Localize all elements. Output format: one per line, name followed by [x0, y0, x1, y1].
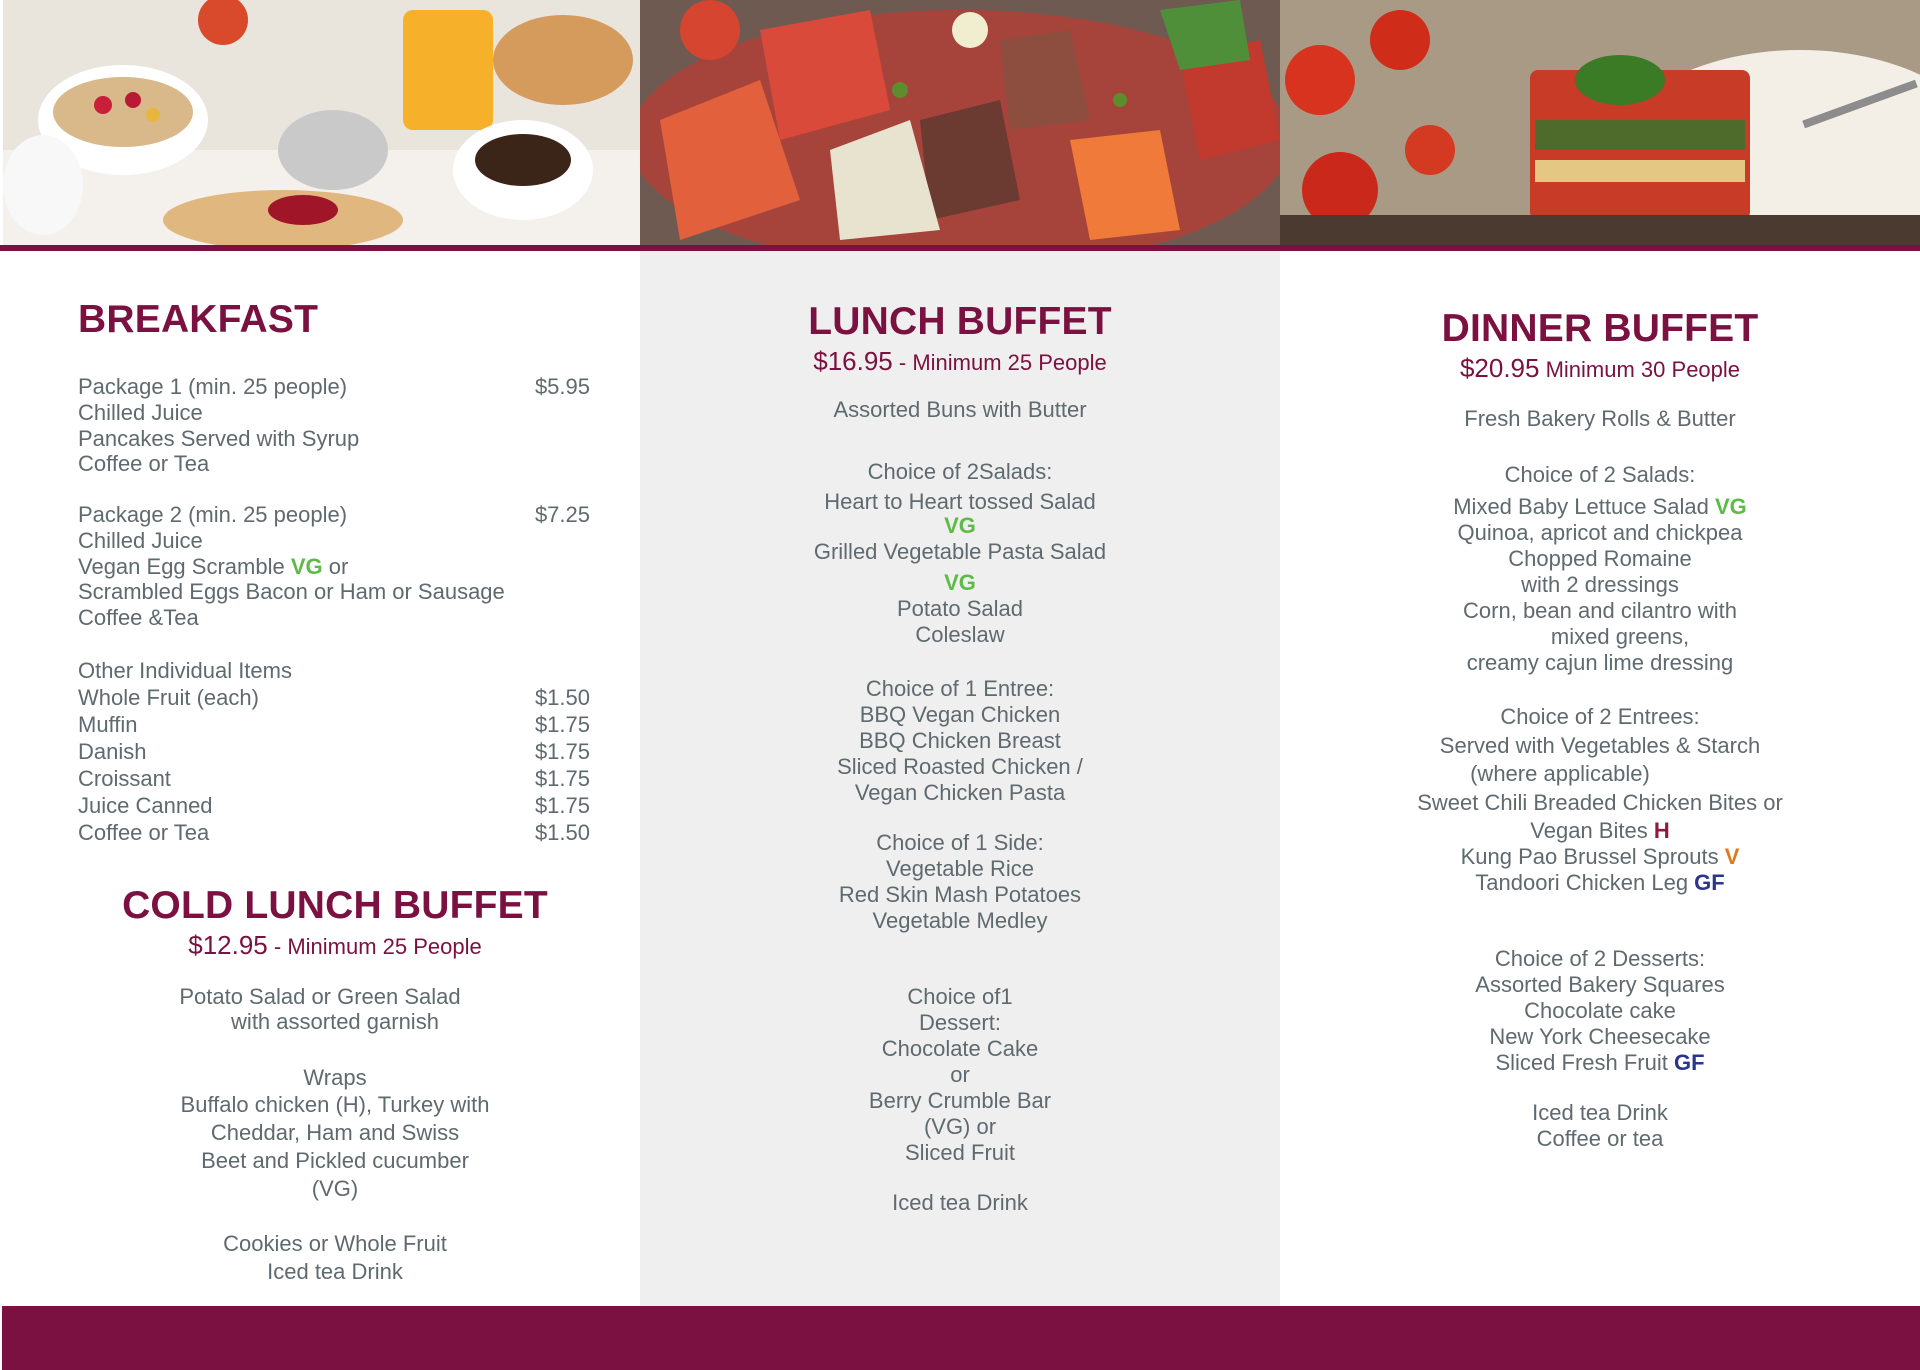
dinner-salads-title: Choice of 2 Salads: [1504, 462, 1696, 487]
lunch-dessert-line: Dessert: [919, 1010, 1001, 1035]
lunch-salad: Heart to Heart tossed Salad [824, 489, 1096, 514]
lunch-dessert-line: Berry Crumble Bar [868, 1088, 1052, 1113]
dinner-title: DINNER BUFFET [1441, 307, 1759, 350]
package-1-item: Coffee or Tea [78, 451, 210, 476]
cold-lunch-line: Wraps [303, 1065, 367, 1090]
lunch-entree: Vegan Chicken Pasta [854, 780, 1066, 805]
lunch-salad: Coleslaw [915, 622, 1005, 647]
dinner-salad: Chopped Romaine [1508, 546, 1692, 571]
lunch-dessert-line: Chocolate Cake [881, 1036, 1039, 1061]
dinner-dessert: Assorted Bakery Squares [1475, 972, 1725, 997]
dinner-price-line [1280, 353, 1920, 384]
breakfast-package-2 [78, 502, 590, 630]
v-tag: V [1724, 844, 1740, 869]
package-2-item: Vegan Egg Scramble VG or [78, 553, 349, 579]
dinner-minimum: Minimum 30 People [1539, 357, 1741, 382]
gf-tag: GF [1694, 870, 1725, 895]
breakfast-title: BREAKFAST [78, 298, 319, 341]
vg-tag: VG [944, 570, 976, 595]
dinner-dessert: New York Cheesecake [1489, 1024, 1711, 1049]
other-items [78, 657, 590, 846]
lunch-entree: Sliced Roasted Chicken / [837, 754, 1083, 779]
lunch-salad: Grilled Vegetable Pasta Salad [813, 539, 1107, 564]
cold-lunch-line: Cookies or Whole Fruit [223, 1231, 447, 1256]
lunch-entree-title: Choice of 1 Entree: [865, 676, 1055, 701]
cold-lunch-line: Potato Salad or Green Salad [179, 984, 461, 1009]
lunch-dessert-line: or [950, 1062, 970, 1087]
dinner-entrees-sub: Served with Vegetables & Starch [1439, 733, 1761, 758]
package-1-item: Chilled Juice [78, 400, 203, 425]
dinner-salad: Quinoa, apricot and chickpea [1457, 520, 1743, 545]
lunch-buns: Assorted Buns with Butter [833, 397, 1087, 422]
cold-lunch-section [60, 884, 610, 961]
lunch-minimum: - Minimum 25 People [892, 350, 1107, 375]
other-item-row: Croissant $1.75 [78, 766, 590, 791]
lunch-photo [640, 0, 1280, 245]
lunch-dessert-line: (VG) or [923, 1114, 997, 1139]
dinner-rolls: Fresh Bakery Rolls & Butter [1464, 406, 1736, 431]
lunch-salads-title: Choice of 2Salads: [867, 459, 1053, 484]
dinner-entrees-title: Choice of 2 Entrees: [1500, 704, 1700, 729]
lunch-dessert-line: Sliced Fruit [904, 1140, 1016, 1165]
dinner-entree: Vegan Bites H [1530, 818, 1670, 843]
cold-lunch-title: COLD LUNCH BUFFET [122, 884, 548, 927]
footer-band [2, 1306, 1920, 1370]
dinner-desserts-title: Choice of 2 Desserts: [1494, 946, 1706, 971]
dinner-section [1280, 307, 1920, 1152]
dinner-salad: mixed greens, [1550, 624, 1690, 649]
other-item-row: Juice Canned $1.75 [78, 793, 590, 818]
cold-lunch-line: Iced tea Drink [267, 1259, 403, 1284]
lunch-price-line [640, 346, 1280, 377]
cold-lunch-line: Beet and Pickled cucumber [201, 1148, 469, 1173]
lunch-entree: BBQ Chicken Breast [859, 728, 1061, 753]
dinner-drink: Iced tea Drink [1532, 1100, 1668, 1125]
dinner-entree: Kung Pao Brussel Sprouts V [1460, 844, 1740, 869]
cold-lunch-items [60, 984, 610, 1286]
h-tag: H [1653, 818, 1670, 843]
lunch-side: Red Skin Mash Potatoes [838, 882, 1082, 907]
other-item-row: Muffin $1.75 [78, 712, 590, 737]
dinner-salad: with 2 dressings [1521, 572, 1679, 597]
cold-lunch-minimum: - Minimum 25 People [267, 934, 482, 959]
dinner-entree: Sweet Chili Breaded Chicken Bites or [1417, 790, 1783, 815]
package-1-item: Pancakes Served with Syrup [78, 425, 360, 451]
gf-tag: GF [1673, 1050, 1705, 1075]
lunch-side: Vegetable Rice [886, 856, 1034, 881]
package-1-label: Package 1 (min. 25 people) [78, 374, 348, 399]
package-2-item: Scrambled Eggs Bacon or Ham or Sausage [78, 579, 505, 604]
lunch-section [640, 300, 1280, 1216]
lunch-side-title: Choice of 1 Side: [876, 830, 1044, 855]
lunch-dessert-line: Choice of1 [907, 984, 1013, 1009]
dinner-dessert: Chocolate cake [1524, 998, 1676, 1023]
lunch-entree: BBQ Vegan Chicken [859, 702, 1061, 727]
lunch-price: $16.95 [813, 346, 893, 376]
breakfast-photo [3, 0, 640, 245]
lunch-title: LUNCH BUFFET [808, 300, 1112, 343]
cold-lunch-price-line [60, 930, 610, 961]
package-2-item: Coffee &Tea [78, 604, 199, 630]
package-2-label: Package 2 (min. 25 people) [78, 502, 348, 527]
dinner-photo [1280, 0, 1920, 245]
dinner-salad: Corn, bean and cilantro with [1463, 598, 1737, 623]
cold-lunch-line: Cheddar, Ham and Swiss [210, 1120, 460, 1145]
other-item-row: Coffee or Tea $1.50 [78, 820, 590, 845]
lunch-side: Vegetable Medley [872, 908, 1048, 933]
package-1-price: $5.95 [534, 374, 590, 399]
other-item-row: Whole Fruit (each) $1.50 [78, 685, 590, 710]
dinner-entree: Tandoori Chicken Leg GF [1475, 870, 1725, 895]
vg-tag: VG [944, 513, 976, 538]
breakfast-package-1 [78, 374, 590, 477]
dinner-price: $20.95 [1459, 353, 1540, 383]
dinner-salad: Mixed Baby Lettuce Salad VG [1453, 494, 1747, 519]
dinner-dessert: Sliced Fresh Fruit GF [1495, 1050, 1705, 1075]
vg-tag: VG [290, 553, 323, 579]
other-item-row: Danish $1.75 [78, 739, 590, 764]
cold-lunch-line: Buffalo chicken (H), Turkey with [180, 1092, 490, 1117]
vg-tag: VG [1714, 494, 1747, 519]
cold-lunch-price: $12.95 [188, 930, 268, 960]
cold-lunch-line: (VG) [311, 1176, 359, 1201]
dinner-drink: Coffee or tea [1536, 1126, 1664, 1151]
cold-lunch-line: with assorted garnish [231, 1009, 439, 1034]
dinner-salad: creamy cajun lime dressing [1466, 650, 1734, 675]
dinner-entrees-sub: (where applicable) [1470, 761, 1650, 786]
lunch-drink: Iced tea Drink [892, 1190, 1028, 1215]
lunch-salad: Potato Salad [897, 596, 1023, 621]
package-2-price: $7.25 [534, 502, 590, 527]
other-items-title: Other Individual Items [78, 658, 292, 683]
package-2-item: Chilled Juice [78, 528, 203, 553]
